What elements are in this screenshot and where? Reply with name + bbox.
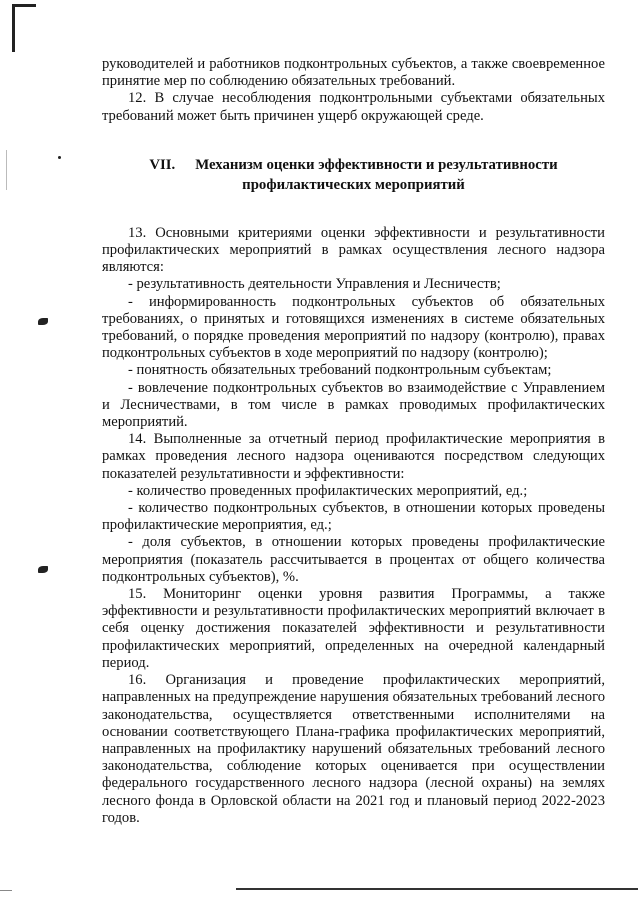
list-item: - понятность обязательных требований подконтрольным субъектам; <box>128 362 552 379</box>
binder-hole-mark <box>38 566 48 573</box>
scan-bottom-tick <box>0 890 12 891</box>
list-item: - количество проведенных профилактических мероприятий, ед.; <box>128 482 528 499</box>
document-body <box>102 56 605 827</box>
list-item: - количество подконтрольных субъектов, в отношении которых проведены профилактические мероприятия, ед.; <box>102 500 605 534</box>
margin-mark <box>6 150 7 190</box>
paragraph-13: 13. Основными критериями оценки эффективности и результативности профилактических мероприятий в рамках осуществления лесного надзора являются: <box>102 224 605 276</box>
paragraph-12: 12. В случае несоблюдения подконтрольными субъектами обязательных требований может быть причинен ущерб окружающей среде. <box>102 90 605 124</box>
binder-hole-mark <box>38 318 48 325</box>
scan-corner-mark <box>0 0 40 60</box>
paragraph-14: 14. Выполненные за отчетный период профилактические мероприятия в рамках проведения лесного надзора оцениваются посредством следующих показателей результативности и эффективности: <box>102 431 605 482</box>
scan-bottom-line <box>236 888 638 890</box>
section-heading <box>102 155 605 195</box>
paragraph-16: 16. Организация и проведение профилактических мероприятий, направленных на предупреждение нарушения обязательных требований лесного законодательства, осуществляется ответственными исполнителями на основании соответствующего Плана-графика профилактических мероприятий, направленных на профилактику нарушений обязательных требований лесного законодательства, соблюдение которых оценивается при осуществлении федерального государственного лесного надзора (лесной охраны) на землях лесного фонда в Орловской области на 2021 год и плановый период 2022-2023 годов. <box>102 672 605 826</box>
section-number: VII. <box>149 156 176 173</box>
list-item: - результативность деятельности Управления и Лесничеств; <box>128 276 501 293</box>
scan-speck <box>58 156 61 159</box>
paragraph-continued: руководителей и работников подконтрольных субъектов, а также своевременное принятие мер по соблюдению обязательных требований. <box>102 56 605 90</box>
list-item: - информированность подконтрольных субъектов об обязательных требованиях, о принятых и готовящихся изменениях в системе обязательных требований, о порядке проведения мероприятий по надзору (контролю), правах подконтрольных субъектов в ходе мероприятий по надзору (контролю); <box>102 293 605 362</box>
paragraph-15: 15. Мониторинг оценки уровня развития Программы, а также эффективности и результативности профилактических мероприятий включает в себя оценку достижения показателей эффективности и результативности профилактических мероприятий, определенных на очередной календарный период. <box>102 586 605 671</box>
list-item: - доля субъектов, в отношении которых проведены профилактические мероприятия (показатель рассчитывается в процентах от общего количества подконтрольных субъектов), %. <box>102 534 605 585</box>
section-title-line1: Механизм оценки эффективности и результативности <box>195 156 558 173</box>
section-title-line2: профилактических мероприятий <box>242 176 465 193</box>
list-item: - вовлечение подконтрольных субъектов во взаимодействие с Управлением и Лесничествами, в том числе в рамках проводимых профилактических мероприятий. <box>102 379 605 431</box>
